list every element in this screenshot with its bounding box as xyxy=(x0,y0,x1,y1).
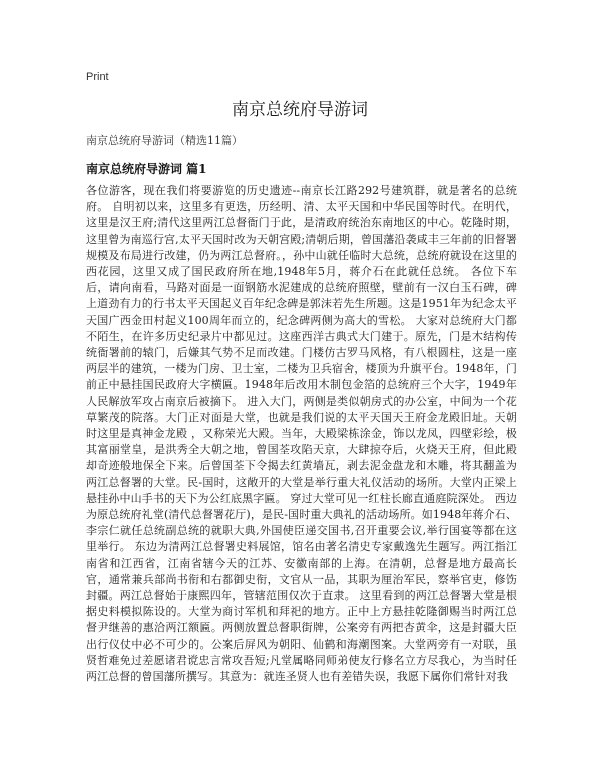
document-subtitle: 南京总统府导游词（精选11篇） xyxy=(86,134,243,147)
print-link[interactable]: Print xyxy=(86,71,109,83)
document-title: 南京总统府导游词 xyxy=(232,100,368,120)
body-paragraph: 各位游客，现在我们将要游览的历史遗迹--南京长江路292号建筑群，就是著名的总统府。 自明初以来，这里多有更迭，历经明、清、太平天国和中华民国等时代。在明代，这里是汉王府;清代这里两江总督衙门于此，是清政府统治东南地区的中心。乾隆时期，这里曾为南巡行宫,太平天国时改为天朝宫殿;清朝后期，曾国藩沿袭咸丰三年前的旧督署规模及布局进行改建，仍为两江总督府。，孙中山就任临时大总统，总统府就设在这里的西花园，这里又成了国民政府所在地,1948年5月，蒋介石在此就任总统。 各位下车后，请向南看，马路对面是一面钢筋水泥建成的总统府照壁，壁前有一汉白玉石碑，碑上道劲有力的行书太平天国起义百年纪念碑是郭沫若先生所题。这是1951年为纪念太平天国广西金田村起义100周年而立的，纪念碑两侧为高大的雪松。 大家对总统府大门都不陌生，在许多历史纪录片中都见过。这座西洋古典式大门建于。原先，门是木结构传统衙署前的辕门，后嫌其气势不足而改建。门楼仿古罗马风格，有八根圆柱，这是一座两层半的建筑，一楼为门房、卫士室，二楼为卫兵宿舍，楼顶为升旗平台。1948年，门前正中悬挂国民政府大字横匾。1948年后改用木制包金箔的总统府三个大字，1949年人民解放军攻占南京后被摘下。 进入大门，两侧是类似朝房式的办公室，中间为一个花草繁茂的院落。大门正对面是大堂，也就是我们说的太平天国天王府金龙殿旧址。天朝时这里是真神金龙殿 ，又称荣光大殿。当年，大殿梁栋涂金，饰以龙凤，四壁彩绘，极其富丽堂皇，是洪秀全大朝之地，曾国荃攻陷天京，大肆掠夺后，火烧天王府，但此殿却奇迹般地保全下来。后曾国荃下令揭去红黄墙瓦，剥去泥金盘龙和木雕，将其翻盖为两江总督署的大堂。民-国时，这敞开的大堂是举行重大礼仪活动的场所。大堂内正梁上悬挂孙中山手书的天下为公红底黑字匾。 穿过大堂可见一红柱长廊直通庭院深处。 西边为原总统府礼堂(清代总督署花厅)，是民-国时重大典礼的活动场所。如1948年蒋介石、李宗仁就任总统副总统的就职大典,外国使臣递交国书,召开重要会议,举行国宴等都在这里举行。 东边为清两江总督署史料展馆，馆名由著名清史专家戴逸先生题写。两江指江南省和江西省，江南省辖今天的江苏、安徽南部的上海。在清朝，总督是地方最高长官，通常兼兵部尚书衔和右都御史衔，文官从一品，其职为厘治军民，察举官吏，修饬封疆。两江总督始于康熙四年，管辖范围仅次于直隶。 这里看到的两江总督署大堂是根据史料模拟陈设的。大堂为商讨军机和拜祀的地方。正中上方悬挂乾隆御赐当时两江总督尹继善的惠洽两江额匾。两侧放置总督职街牌，公案旁有两把杏黄伞，这是封疆大臣出行仪仗中必不可少的。公案后屏风为朝阳、仙鹤和海潮图案。大堂两旁有一对联，虽贤哲难免过差愿诸君谠忠言常攻吾短;凡堂属略同师弟使友行修名立方尽我心，为当时任两江总督的曾国藩所撰写。其意为：就连圣贤人也有差错失误，我愿下属你们常针对我 xyxy=(86,184,517,684)
section-heading: 南京总统府导游词 篇1 xyxy=(86,162,207,176)
